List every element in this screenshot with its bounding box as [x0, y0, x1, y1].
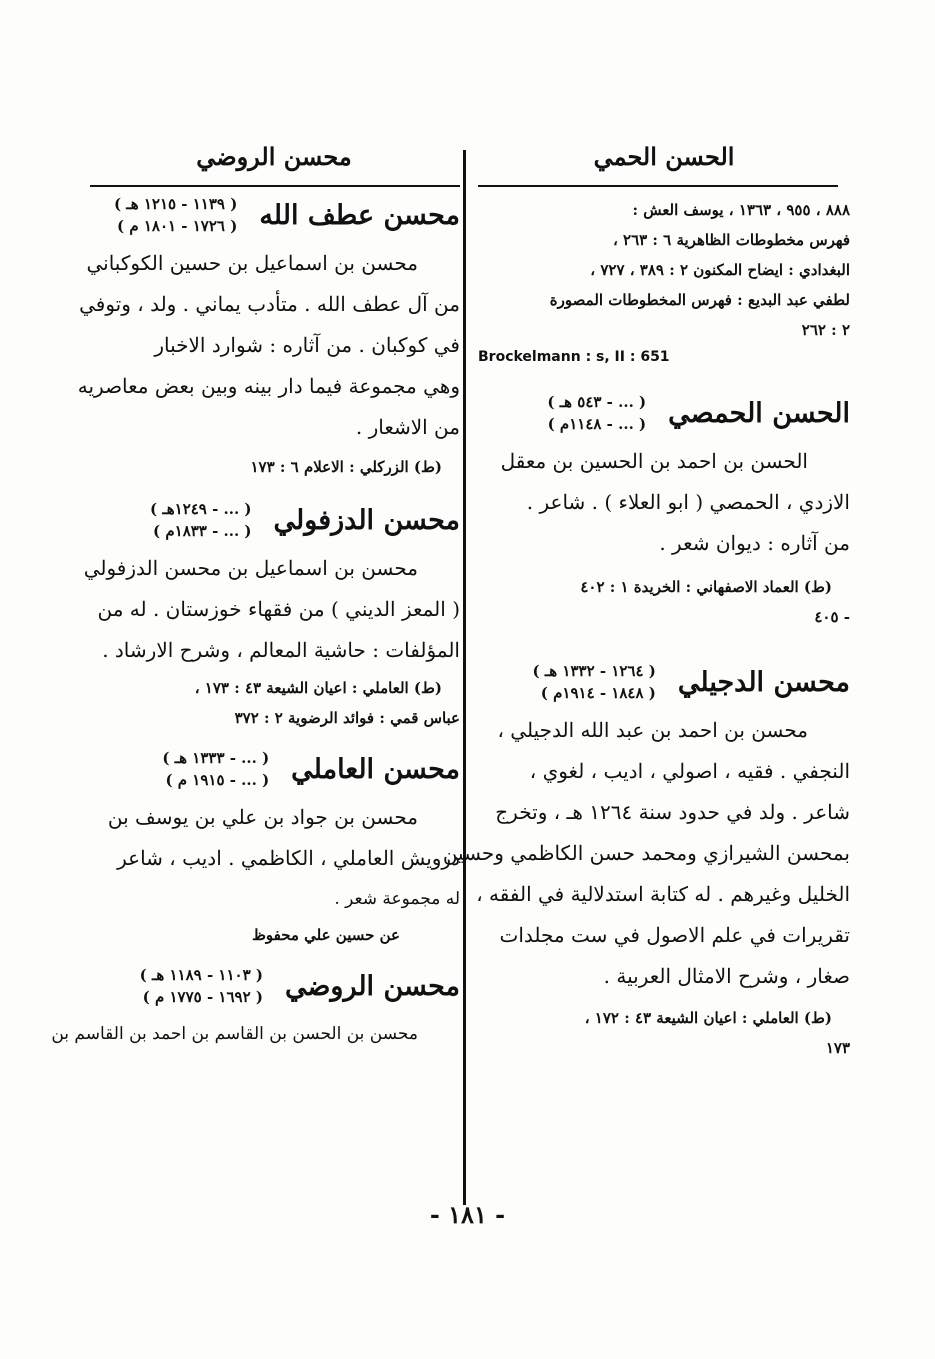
source-reference: (ط) العماد الاصفهاني : الخريدة ١ : ٤٠٢: [580, 578, 832, 596]
entry-heading: [88, 193, 460, 237]
entry-text: محسن بن الحسن بن القاسم بن احمد بن القاسم بن: [51, 1024, 418, 1044]
hijri-dates: ( ١١٠٣ - ١١٨٩ هـ ): [139, 966, 263, 984]
entry-dates: [140, 964, 263, 1008]
entry-text: بمحسن الشيرازي ومحمد حسن الكاظمي وحسين: [442, 841, 850, 865]
continuation-line: ٨٨٨ ، ٩٥٥ ، ١٣٦٣ ، يوسف العش :: [632, 201, 850, 219]
entry-text: الحسن بن احمد بن الحسين بن معقل: [500, 449, 808, 473]
gregorian-dates: ( ... - ١١٤٨م ): [547, 415, 647, 433]
entry-heading: [478, 660, 850, 704]
hijri-dates: ( ... - ١٣٣٣ هـ ): [162, 749, 270, 767]
source-reference: (ط) الزركلي : الاعلام ٦ : ١٧٣: [250, 458, 442, 476]
entry-heading: [88, 964, 460, 1008]
source-reference: عباس قمي : فوائد الرضوية ٢ : ٣٧٢: [234, 709, 460, 727]
source-reference: (ط) العاملي : اعيان الشيعة ٤٣ : ١٧٢ ،: [584, 1009, 832, 1027]
hijri-dates: ( ... - ١٢٤٩هـ ): [150, 500, 252, 518]
source-reference: ١٧٣: [825, 1039, 850, 1057]
entry-heading: [88, 747, 460, 791]
hijri-dates: ( ١٢٦٤ - ١٣٣٢ هـ ): [532, 662, 656, 680]
entry-text: من آل عطف الله . متأدب يماني . ولد ، وتوفي: [79, 292, 460, 316]
entry-text: محسن بن اسماعيل بن محسن الدزفولي: [83, 556, 418, 580]
entry-text: من آثاره : ديوان شعر .: [659, 531, 850, 555]
entry-author: عن حسين علي محفوظ: [252, 926, 400, 944]
source-reference: (ط) العاملي : اعيان الشيعة ٤٣ : ١٧٣ ،: [194, 679, 442, 697]
entry-dates: [114, 193, 237, 237]
entry-name: محسن الدزفولي: [273, 504, 460, 536]
entry-dates: [162, 747, 269, 791]
entry-name: محسن الروضي: [284, 970, 460, 1002]
entry-text: من الاشعار .: [355, 415, 460, 439]
entry-dates: [533, 660, 656, 704]
continuation-line: لطفي عبد البديع : فهرس المخطوطات المصورة: [549, 291, 850, 309]
left-column: [51, 135, 460, 1055]
entry-name: الحسن الحمصي: [668, 397, 850, 429]
entry-text: المؤلفات : حاشية المعالم ، وشرح الارشاد .: [102, 638, 460, 662]
entry-dates: [547, 391, 646, 435]
hijri-dates: ( ... - ٥٤٣ هـ ): [547, 393, 647, 411]
entry-text: الخليل وغيرهم . له كتابة استدلالية في الفقه ،: [476, 882, 850, 906]
entry-name: محسن عطف الله: [259, 199, 460, 231]
entry-text: تقريرات في علم الاصول في ست مجلدات: [499, 923, 850, 947]
column-divider: [463, 150, 466, 1205]
gregorian-dates: ( ... - ١٩١٥ م ): [165, 771, 270, 789]
running-header-left: محسن الروضي: [196, 142, 352, 171]
source-reference: - ٤٠٥: [814, 608, 850, 626]
entry-text: محسن بن اسماعيل بن حسين الكوكباني: [86, 251, 418, 275]
entry-text: وهي مجموعة فيما دار بينه وبين بعض معاصريه: [77, 374, 460, 398]
entry-text: ( المعز الديني ) من فقهاء خوزستان . له من: [97, 597, 460, 621]
entry-text: شاعر . ولد في حدود سنة ١٢٦٤ هـ ، وتخرج: [495, 800, 850, 824]
continuation-line: فهرس مخطوطات الظاهرية ٦ : ٢٦٣ ،: [612, 231, 850, 249]
latin-reference: Brockelmann : s, II : 651: [478, 349, 670, 365]
gregorian-dates: ( ١٧٢٦ - ١٨٠١ م ): [117, 217, 238, 235]
entry-text: الازدي ، الحمصي ( ابو العلاء ) . شاعر .: [526, 490, 850, 514]
entry-text: في كوكبان . من آثاره : شوارد الاخبار: [154, 333, 460, 357]
hijri-dates: ( ١١٣٩ - ١٢١٥ هـ ): [113, 195, 238, 213]
continuation-line: البغدادي : ايضاح المكنون ٢ : ٣٨٩ ، ٧٢٧ ،: [590, 261, 850, 279]
entry-text: النجفي . فقيه ، اصولي ، اديب ، لغوي ،: [529, 759, 850, 783]
entry-text: درويش العاملي ، الكاظمي . اديب ، شاعر: [117, 846, 460, 870]
page-number: - ١٨١ -: [429, 1200, 506, 1229]
entry-name: محسن الدجيلي: [677, 666, 850, 698]
entry-text: له مجموعة شعر .: [334, 889, 460, 909]
continuation-line: ٢ : ٢٦٢: [801, 321, 850, 339]
entry-name: محسن العاملي: [291, 753, 460, 785]
running-header-right: الحسن الحمي: [593, 142, 735, 171]
entry-text: محسن بن احمد بن عبد الله الدجيلي ،: [497, 718, 808, 742]
entry-heading: [88, 498, 460, 542]
gregorian-dates: ( ... - ١٨٣٣م ): [153, 522, 252, 540]
entry-text: صغار ، وشرح الامثال العربية .: [603, 964, 850, 988]
gregorian-dates: ( ١٨٤٨ - ١٩١٤م ): [540, 684, 656, 702]
entry-text: محسن بن جواد بن علي بن يوسف بن: [107, 805, 418, 829]
right-column: [442, 135, 850, 1063]
entry-heading: [478, 391, 850, 435]
gregorian-dates: ( ١٦٩٢ - ١٧٧٥ م ): [142, 988, 263, 1006]
entry-dates: [150, 498, 252, 542]
